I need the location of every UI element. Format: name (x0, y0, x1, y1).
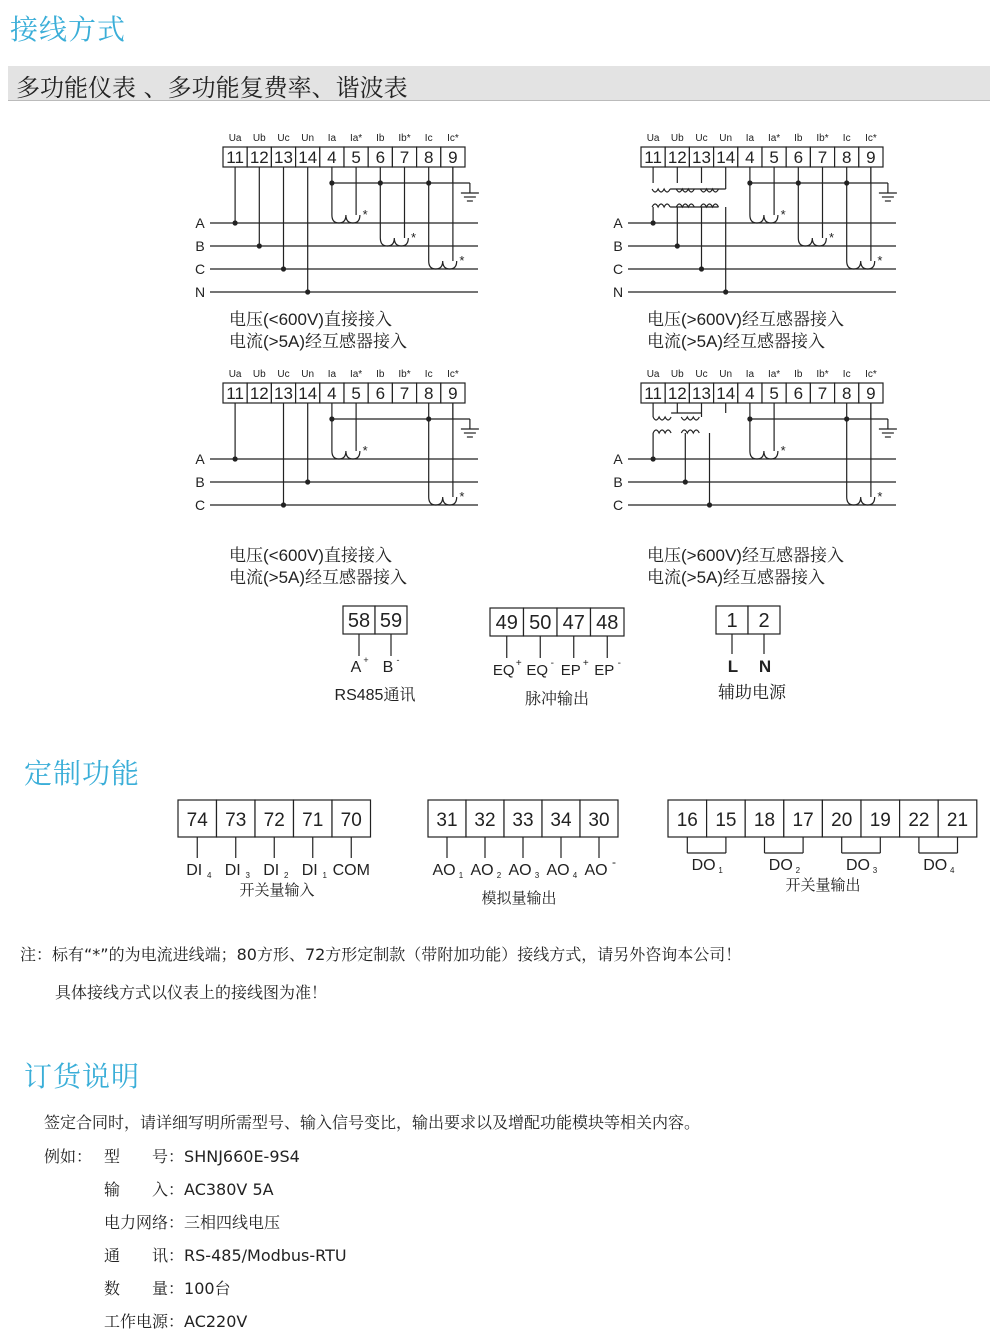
order-intro: 签定合同时，请详细写明所需型号、输入信号变比，输出要求以及增配功能模块等相关内容。 (44, 1113, 701, 1132)
junction-dot (426, 180, 431, 185)
pulse-pin: EQ (526, 662, 549, 679)
terminal-number: 4 (745, 384, 755, 403)
pulse-pin: EP (594, 662, 615, 679)
terminal-number: 9 (448, 384, 458, 403)
ground-symbol (879, 183, 897, 201)
order-row-network: 电力网络：三相四线电压 (104, 1213, 281, 1232)
ao-caption: 模拟量输出 (481, 890, 557, 907)
terminal-number: 8 (423, 384, 434, 403)
polarity-star: * (362, 443, 368, 458)
diagram-caption-line2: 电流(>5A)经互感器接入 (647, 568, 826, 587)
terminal-label: Ia* (767, 133, 781, 144)
terminal-label: Ib* (398, 133, 411, 144)
terminal-label: Ua (228, 369, 242, 380)
terminal-number: 7 (399, 148, 410, 167)
aux-pin: N (758, 657, 772, 676)
terminal-label: Ic* (447, 133, 459, 144)
junction-dot (329, 416, 334, 421)
wiring-diagram-3 (195, 369, 479, 587)
terminal-number: 9 (866, 148, 876, 167)
current-transformer-coil (750, 451, 778, 459)
ao-label: AO (584, 862, 608, 879)
voltage-transformer-coil (681, 417, 699, 420)
junction-dot (233, 456, 238, 461)
rs485-pin: A (350, 659, 362, 676)
do-label: DO (768, 857, 793, 874)
terminal-label: Ia* (349, 133, 363, 144)
order-key: 工作电源 (104, 1312, 169, 1331)
terminal-label: Ic (424, 133, 433, 144)
rs485-terminal-number: 58 (347, 610, 371, 632)
ground-symbol (879, 419, 897, 437)
di-terminal-number: 73 (225, 810, 247, 831)
di-caption: 开关量输入 (239, 882, 315, 899)
diagram-caption-line2: 电流(>5A)经互感器接入 (647, 332, 826, 351)
terminal-number: 7 (817, 148, 828, 167)
terminal-number: 8 (841, 384, 852, 403)
junction-dot (233, 220, 238, 225)
terminal-number: 13 (692, 148, 711, 167)
diagram-caption-line1: 电压(<600V)直接接入 (229, 546, 392, 565)
terminal-number: 7 (399, 384, 410, 403)
diagram-caption-line2: 电流(>5A)经互感器接入 (229, 332, 408, 351)
terminal-number: 6 (793, 384, 804, 403)
terminal-number: 9 (866, 384, 876, 403)
terminal-number: 6 (793, 148, 804, 167)
ao-terminal-number: 30 (588, 810, 610, 831)
di-label: DI (301, 862, 318, 879)
rs485-pin-sup: + (363, 655, 369, 665)
aux-terminal-number: 1 (726, 610, 738, 632)
do-caption: 开关量输出 (785, 877, 861, 894)
terminal-number: 11 (226, 384, 244, 403)
do-sub: 2 (795, 866, 801, 875)
di-terminal-number: 74 (186, 810, 208, 831)
terminal-number: 14 (298, 148, 318, 167)
terminal-label: Ic (424, 369, 433, 380)
terminal-number: 13 (274, 148, 293, 167)
di-sub: 2 (284, 871, 289, 880)
ao-sub: 4 (572, 871, 578, 880)
polarity-star: * (877, 253, 883, 268)
terminal-number: 14 (716, 148, 736, 167)
polarity-star: * (828, 230, 835, 245)
voltage-transformer-coil (652, 189, 670, 192)
phase-label-b: B (613, 474, 623, 490)
current-transformer-coil (798, 238, 826, 246)
rs485-pin: B (382, 659, 394, 676)
terminal-number: 12 (667, 384, 687, 403)
di-sub: 4 (207, 871, 212, 880)
order-key: 电力网络 (104, 1213, 169, 1232)
current-transformer-coil (332, 451, 360, 459)
junction-dot (426, 416, 431, 421)
wiring-diagram-4 (613, 369, 897, 587)
terminal-number: 11 (226, 148, 244, 167)
pulse-pin-sup: - (550, 658, 554, 669)
voltage-transformer-coil (681, 430, 699, 433)
ground-symbol (461, 183, 479, 201)
order-key: 通 讯 (104, 1246, 169, 1265)
junction-dot (747, 180, 752, 185)
junction-dot (305, 289, 310, 294)
order-section-title: 订货说明 (24, 1060, 141, 1093)
voltage-transformer-coil (652, 204, 670, 207)
order-value: 三相四线电压 (184, 1213, 281, 1232)
junction-dot (796, 180, 801, 185)
voltage-transformer-coil (653, 430, 671, 433)
product-band (8, 66, 990, 101)
junction-dot (723, 289, 728, 294)
do-terminal-number: 22 (908, 810, 930, 831)
ao-terminal-number: 32 (474, 810, 496, 831)
terminal-label: Ic* (865, 369, 877, 380)
wiring-diagram-2 (613, 133, 897, 351)
terminal-number: 13 (274, 384, 293, 403)
terminal-number: 12 (249, 148, 269, 167)
terminal-label: Uc (277, 369, 290, 380)
current-transformer-coil (429, 261, 457, 269)
phase-label-b: B (195, 238, 205, 254)
di-terminal-number: 72 (263, 810, 285, 831)
order-row-comm: 通 讯：RS-485/Modbus-RTU (104, 1246, 347, 1265)
terminal-label: Ic* (865, 133, 877, 144)
terminal-number: 4 (327, 148, 337, 167)
di-terminal-number: 71 (302, 810, 324, 831)
wiring-section-title: 接线方式 (10, 13, 127, 46)
voltage-transformer-coil (653, 417, 671, 420)
product-band-title: 多功能仪表 、多功能复费率、谐波表 (16, 74, 408, 102)
terminal-label: Ib (794, 133, 803, 144)
terminal-label: Ib (376, 133, 385, 144)
terminal-number: 4 (327, 384, 337, 403)
diagram-caption-line2: 电流(>5A)经互感器接入 (229, 568, 408, 587)
diagram-caption-line1: 电压(>600V)经互感器接入 (647, 546, 844, 565)
order-row-input: 输 入：AC380V 5A (104, 1180, 274, 1199)
terminal-label: Ia (327, 133, 337, 144)
terminal-label: Ub (252, 369, 266, 380)
phase-label-c: C (194, 497, 206, 513)
terminal-label: Un (719, 133, 733, 144)
do-sub: 3 (872, 866, 878, 875)
di-terminal-number: 70 (340, 810, 362, 831)
polarity-star: * (459, 253, 465, 268)
junction-dot (707, 502, 712, 507)
order-row-power: 工作电源：AC220V (104, 1312, 248, 1331)
do-terminal-number: 19 (869, 810, 891, 831)
terminal-label: Ic* (447, 369, 459, 380)
terminal-label: Un (719, 369, 733, 380)
phase-label-b: B (613, 238, 623, 254)
current-transformer-coil (332, 215, 360, 223)
terminal-label: Ib* (398, 369, 411, 380)
terminal-label: Uc (695, 133, 708, 144)
pulse-terminal-number: 47 (562, 612, 585, 634)
order-row-model: 型 号：SHNJ660E-9S4 (104, 1147, 300, 1166)
terminal-number: 13 (692, 384, 711, 403)
order-key: 数 量 (104, 1279, 169, 1298)
terminal-label: Ib* (816, 133, 829, 144)
custom-terminals-svg (0, 790, 990, 920)
junction-dot (844, 180, 849, 185)
rs485-pin-sup: - (396, 655, 400, 665)
terminal-label: Ub (670, 133, 684, 144)
terminal-label: Ub (670, 369, 684, 380)
terminal-number: 8 (423, 148, 434, 167)
ao-terminal-number: 31 (436, 810, 458, 831)
phase-label-c: C (612, 497, 624, 513)
do-sub: 4 (949, 866, 955, 875)
phase-label-a: A (613, 451, 623, 467)
junction-dot (329, 180, 334, 185)
polarity-star: * (459, 489, 465, 504)
do-sub: 1 (718, 866, 723, 875)
terminal-label: Ib (376, 369, 385, 380)
current-transformer-coil (429, 497, 457, 505)
do-terminal-number: 17 (792, 810, 814, 831)
current-transformer-coil (847, 497, 875, 505)
wiring-diagram-1 (195, 133, 479, 351)
pulse-pin: EP (560, 662, 581, 679)
polarity-star: * (362, 207, 368, 222)
order-row-qty: 数 量：100台 (104, 1279, 231, 1298)
terminal-label: Ic (842, 133, 851, 144)
order-value: SHNJ660E-9S4 (184, 1147, 300, 1166)
terminal-number: 5 (351, 384, 361, 403)
ao-sub: 3 (534, 871, 540, 880)
junction-dot (699, 266, 704, 271)
wiring-diagrams-svg (0, 100, 990, 740)
ao-label: AO (546, 862, 570, 879)
terminal-number: 5 (769, 384, 779, 403)
phase-label-n: N (194, 284, 206, 300)
terminal-label: Ia (327, 369, 337, 380)
ao-sup: - (612, 855, 616, 869)
do-terminal-number: 15 (715, 810, 737, 831)
order-value: AC220V (184, 1312, 248, 1331)
terminal-label: Ia (745, 133, 755, 144)
junction-dot (257, 243, 262, 248)
auxiliary-terminal-blocks (335, 606, 787, 708)
order-value: AC380V 5A (184, 1180, 274, 1199)
current-transformer-coil (380, 238, 408, 246)
ao-terminal-number: 33 (512, 810, 534, 831)
terminal-label: Ua (646, 133, 660, 144)
do-terminal-number: 21 (946, 810, 969, 831)
phase-label-a: A (195, 451, 205, 467)
terminal-label: Ib* (816, 369, 829, 380)
order-key: 型 号 (104, 1147, 169, 1166)
pulse-pin-sup: + (582, 658, 589, 669)
phase-label-a: A (195, 215, 205, 231)
pulse-pin: EQ (492, 662, 515, 679)
phase-label-n: N (612, 284, 624, 300)
terminal-label: Ic (842, 369, 851, 380)
rs485-caption: RS485通讯 (334, 687, 416, 704)
di-sub: 3 (245, 871, 250, 880)
phase-label-a: A (613, 215, 623, 231)
polarity-star: * (780, 207, 786, 222)
di-sub: 1 (322, 871, 327, 880)
note-line-1: 注：标有“*”的为电流进线端；80方形、72方形定制款（带附加功能）接线方式，请另外咨询本公司！ (20, 945, 742, 964)
terminal-number: 6 (375, 148, 386, 167)
order-key: 输 入 (104, 1180, 169, 1199)
aux-pin: L (727, 657, 739, 676)
junction-dot (651, 456, 656, 461)
terminal-number: 7 (817, 384, 828, 403)
terminal-number: 4 (745, 148, 755, 167)
di-label: DI (263, 862, 280, 879)
phase-label-b: B (195, 474, 205, 490)
terminal-number: 5 (351, 148, 361, 167)
terminal-label: Uc (277, 133, 290, 144)
junction-dot (651, 220, 656, 225)
ao-terminal-number: 34 (550, 810, 572, 831)
current-transformer-coil (750, 215, 778, 223)
do-terminal-number: 20 (831, 810, 853, 831)
polarity-star: * (877, 489, 883, 504)
phase-label-c: C (194, 261, 206, 277)
pulse-caption: 脉冲输出 (524, 691, 590, 708)
terminal-label: Uc (695, 369, 708, 380)
pulse-terminal-number: 50 (529, 612, 552, 634)
phase-label-c: C (612, 261, 624, 277)
diagram-caption-line1: 电压(<600V)直接接入 (229, 310, 392, 329)
ao-label: AO (470, 862, 494, 879)
terminal-number: 6 (375, 384, 386, 403)
ao-sub: 2 (496, 871, 502, 880)
terminal-label: Ua (228, 133, 242, 144)
terminal-label: Un (301, 369, 315, 380)
terminal-label: Ia* (349, 369, 363, 380)
terminal-number: 11 (644, 384, 662, 403)
terminal-number: 14 (298, 384, 318, 403)
do-label: DO (691, 857, 716, 874)
note-line-2: 具体接线方式以仪表上的接线图为准！ (55, 983, 328, 1002)
ao-sub: 1 (458, 871, 464, 880)
current-transformer-coil (847, 261, 875, 269)
order-value: RS-485/Modbus-RTU (184, 1246, 347, 1265)
do-label: DO (846, 857, 870, 874)
terminal-number: 9 (448, 148, 458, 167)
terminal-label: Un (301, 133, 315, 144)
custom-section-title: 定制功能 (24, 757, 141, 790)
pulse-terminal-number: 48 (596, 612, 619, 634)
junction-dot (844, 416, 849, 421)
polarity-star: * (410, 230, 417, 245)
pulse-pin-sup: + (515, 658, 522, 669)
junction-dot (683, 479, 688, 484)
rs485-terminal-number: 59 (379, 610, 403, 632)
terminal-label: Ib (794, 369, 803, 380)
aux-caption: 辅助电源 (718, 683, 786, 702)
terminal-number: 12 (249, 384, 269, 403)
ground-symbol (461, 419, 479, 437)
do-label: DO (923, 857, 948, 874)
terminal-number: 5 (769, 148, 779, 167)
junction-dot (305, 479, 310, 484)
ao-label: AO (508, 862, 532, 879)
terminal-label: Ub (252, 133, 266, 144)
do-terminal-number: 18 (753, 810, 776, 831)
di-label: COM (332, 862, 370, 879)
order-value: 100台 (184, 1279, 231, 1298)
polarity-star: * (780, 443, 786, 458)
do-terminal-number: 16 (676, 810, 698, 831)
di-label: DI (186, 862, 203, 879)
terminal-label: Ia (745, 369, 755, 380)
junction-dot (675, 243, 680, 248)
terminal-label: Ua (646, 369, 660, 380)
junction-dot (747, 416, 752, 421)
di-label: DI (224, 862, 241, 879)
pulse-terminal-number: 49 (495, 612, 518, 634)
terminal-number: 8 (841, 148, 852, 167)
pulse-pin-sup: - (617, 658, 621, 669)
aux-terminal-number: 2 (758, 610, 770, 632)
order-example-label: 例如： (44, 1147, 93, 1166)
junction-dot (378, 180, 383, 185)
terminal-number: 12 (667, 148, 687, 167)
diagram-caption-line1: 电压(>600V)经互感器接入 (647, 310, 844, 329)
terminal-number: 14 (716, 384, 736, 403)
terminal-number: 11 (644, 148, 662, 167)
junction-dot (281, 266, 286, 271)
ao-label: AO (432, 862, 456, 879)
junction-dot (281, 502, 286, 507)
terminal-label: Ia* (767, 369, 781, 380)
